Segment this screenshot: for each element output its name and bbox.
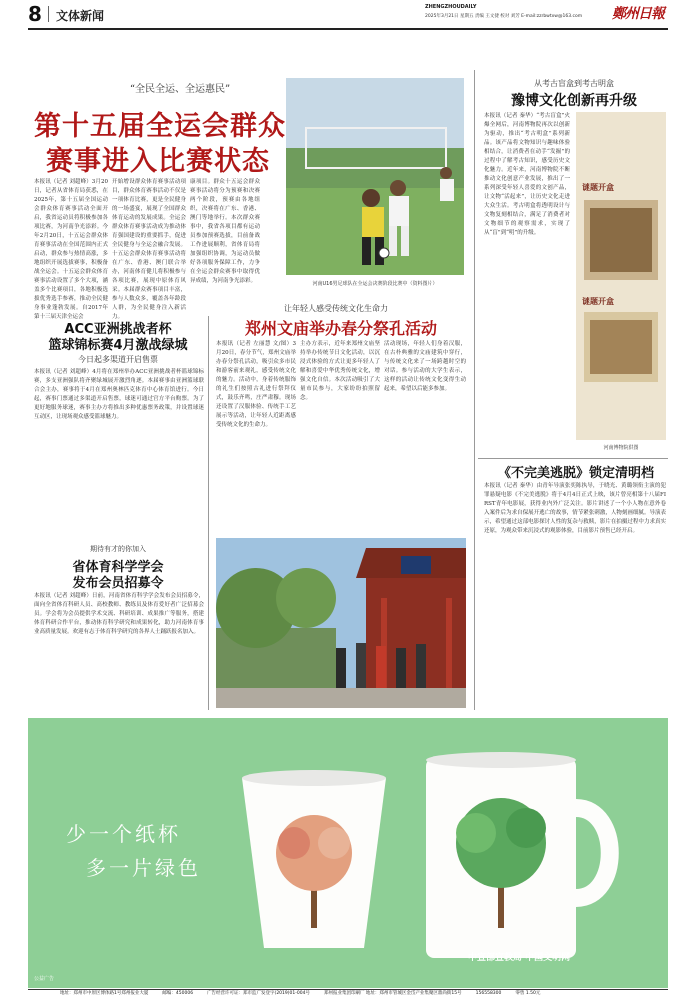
acc-headline-line1: ACC亚洲挑战者杯: [64, 322, 172, 337]
ad-banner: [28, 718, 668, 988]
brand-english: ZHENGZHOUDAILY: [425, 4, 477, 10]
acc-subhead: 今日起多渠道开启售票: [78, 355, 158, 364]
temple-photo-graphic: [216, 538, 466, 708]
museum-body-col1: 本报讯（记者 秦华）“考古盲盒”火爆全网后，河南博物院再次以创新为驱动，推出“考古明盒”系列新品。该产品将文物知识与趣味体验相结合，让消费者在动手“发掘”的过程中了解考古知识，感受历史文化魅力。近年来，河南博物院不断推动文化创意产业发展，推出了一系列深受年轻人喜爱的文创产品，让文物“活起来”，让历史文化走进大众生活。考古明盒将透明设计与文物复刻相结合，满足了消费者对文物细节的观察需求，实现了从“盲”到“明”的升级。: [484, 113, 570, 236]
header-divider: [48, 6, 49, 22]
sci-body: 本报讯（记者 刘超峰）日前，河南省体育科学学会发布会员招募令，面向全省体育科研人员、高校教师、教练员及体育爱好者广泛招募会员。学会将为会员提供学术交流、科研培训、成果推广等服务，搭建体育科研合作平台，推动体育科学研究和成果转化，助力河南体育事业高质量发展。欢迎有志于体育科学研究的各界人士踊跃报名加入。: [34, 593, 204, 635]
museum-photo-graphic: [576, 112, 666, 440]
acc-body: 本报讯（记者 刘超峰）4月将在郑州举办ACC亚洲挑战者杯篮球锦标赛，多支亚洲强队将齐聚绿城展开激烈角逐。本届赛事由亚洲篮球联合会主办，赛事将于4月在郑州奥林匹克体育中心体育馆进行。今日起，赛事门票通过多渠道开启售票，球迷可通过官方平台购票。为了更好地服务球迷，赛事主办方将推出多种优惠票务政策，并设置球迷互动区，让现场观众感受篮球魅力。: [34, 369, 204, 420]
footer-license: 广告经营许可证：郑市监广发登字(2019)01-004号: [207, 991, 310, 996]
column-divider: [474, 70, 475, 710]
ad-slogan-line1: 少一个纸杯: [66, 822, 181, 846]
footer-phone: 156558300: [475, 991, 502, 996]
main-kicker: “全民全运、全运惠民”: [129, 84, 231, 95]
mug-illustration: [406, 748, 646, 968]
date-line: 2025年3月21日 星期五 责编 王文捷 校对 刘芳 E-mail:zzrbwtxw@163.com: [425, 14, 583, 19]
main-headline-line1: 第十五届全运会群众: [34, 111, 286, 142]
right-section-divider: [478, 458, 668, 459]
left-column-divider: [208, 316, 209, 710]
footer-line: [60, 991, 668, 997]
main-body-col1: 本报讯（记者 刘超峰）3月20日，记者从省体育局获悉，在2025年，第十五届全国运动会群众体育赛事活动全面开启，我省运动员将积极参加各项比赛，为河南争光添彩。今年2月20日，十五运会群众体育赛事活动在全国范围内正式启动，群众参与热情高涨，多地组织开展选拔赛事，积极备战全运会。十五运会群众体育赛事活动设置了多个大项，涵盖多个比赛项目，各地积极选拔优秀选手参赛，推动全民健身事业蓬勃发展。自2017年第十三届天津全运会: [34, 179, 108, 320]
spring-body-col3: 活动现场，年轻人们身着汉服，在古朴典雅的文庙建筑中穿行，与传统文化来了一场跨越时空的对话。参与活动的大学生表示，这样的活动让传统文化变得生动起来，希望以后能多参加。: [384, 341, 466, 392]
main-body-col3: 康项目。群众十五运会群众赛事活动将分为预赛和决赛两个阶段，预赛由各地组织，决赛将在广东、香港、澳门等地举行。本次群众赛事中，我省各项目都有运动员参加预赛选拔，目前备战工作进展顺利，省体育局将加强组织协调，为运动员做好各项服务保障工作，力争在全运会群众赛事中取得优异成绩，为河南争光添彩。: [190, 179, 260, 284]
sci-headline-line1: 省体育科学学会: [72, 560, 164, 575]
header-rule: [28, 28, 668, 30]
footer-rule: [28, 989, 668, 990]
newspaper-logo: 鄭州日報: [612, 6, 664, 22]
ad-credit: 中宣部宣教局 中国文明网: [468, 953, 571, 963]
sci-kicker: 期待有才的你加入: [90, 545, 146, 553]
spring-body-col2: 主办方表示，近年来郑州文庙坚持举办传统节日文化活动，以沉浸式体验的方式让更多年轻人了解和喜爱中华优秀传统文化，增强文化自信。本次活动吸引了大量市民参与，大家纷纷拍照留念。: [300, 341, 380, 401]
main-headline-line2: 赛事进入比赛状态: [46, 146, 270, 177]
spring-body-col1: 本报讯（记者 左丽慧 文/图）3月20日，春分节气，郑州文庙举办春分祭孔活动，吸引众多市民和游客前来观礼，感受传统文化的魅力。活动中，身着传统服饰的礼生们按照古礼进行祭拜仪式，鼓乐齐鸣，庄严肃穆。现场还设置了汉服体验、传统手工艺展示等活动，让年轻人近距离感受传统文化的生命力。: [216, 341, 296, 428]
footer-address: 地址：郑州市中原区博体路1号郑州报业大厦: [60, 991, 149, 996]
museum-photo-caption: 河南博物院供图: [603, 445, 639, 451]
section-title: 文体新闻: [56, 9, 105, 23]
ad-footer-label: 公益广告: [34, 976, 55, 982]
paper-cup-illustration: [214, 758, 414, 958]
museum-photo-panel: [576, 112, 666, 440]
film-headline: 《不完美逃脱》锁定清明档: [497, 466, 654, 481]
museum-photo-label-top: 谜题开盒: [582, 182, 614, 192]
page-header: [0, 0, 690, 26]
museum-photo-label-mid: 谜题开盒: [582, 296, 614, 306]
temple-photo: [216, 538, 466, 708]
football-photo-graphic: [286, 78, 464, 275]
spring-kicker: 让年轻人感受传统文化生命力: [284, 304, 388, 313]
ad-slogan-line2: 多一片绿色: [86, 856, 201, 880]
acc-headline-line2: 篮球锦标赛4月激战绿城: [48, 338, 188, 353]
film-body: 本报讯（记者 秦华）由青年导演张奕陈执导，于晓光、黄璐领衔主演的犯罪悬疑电影《不完美逃脱》将于4月4日正式上映，该片曾亮相第十八届FIRST青年电影展，获得业内外广泛关注。影片讲述了一个小人物在意外卷入案件后为求自保展开逃亡的故事，情节紧张刺激，人物刻画细腻。导演表示，希望通过这部电影探讨人性的复杂与救赎，影片在拍摄过程中力求真实还原，为观众带来沉浸式的观影体验，目前影片预售已经开启。: [484, 483, 666, 534]
footer-post: 邮编：450006: [162, 991, 194, 996]
footer-printer: 郑州报业集团印刷厂 地址：郑州市管城区金岱产业集聚区鼎尚街15号: [323, 991, 462, 996]
footer-price: 零售 1.50元: [515, 991, 541, 996]
page-number: 8: [28, 2, 42, 26]
museum-kicker: 从考古盲盒到考古明盒: [534, 79, 614, 88]
football-photo-caption: 河南U16男足球队在全运会决赛阶段比赛中（资料图片）: [312, 281, 438, 287]
museum-headline: 豫博文化创新再升级: [511, 93, 637, 109]
main-body-col2: 开始增设群众体育赛事活动项目，群众体育赛事活动不仅是一项体育比赛，更是全民健身的一场盛宴，展现了全国群众体育运动的发展成果。全运会群众体育赛事活动成为推动体育强国建设的重要抓手，促进全民健身与全运会融合发展。十五运会群众体育赛事活动将在广东、香港、澳门联合举办，河南体育健儿将积极参与各项比赛，展现中原体育风采。本届群众赛事项目丰富，参与人数众多，覆盖各年龄段人群，为全民健身注入新活力。: [112, 179, 186, 320]
spring-headline: 郑州文庙举办春分祭孔活动: [244, 319, 437, 338]
football-photo: [286, 78, 464, 275]
sci-headline-line2: 发布会员招募令: [72, 576, 164, 591]
